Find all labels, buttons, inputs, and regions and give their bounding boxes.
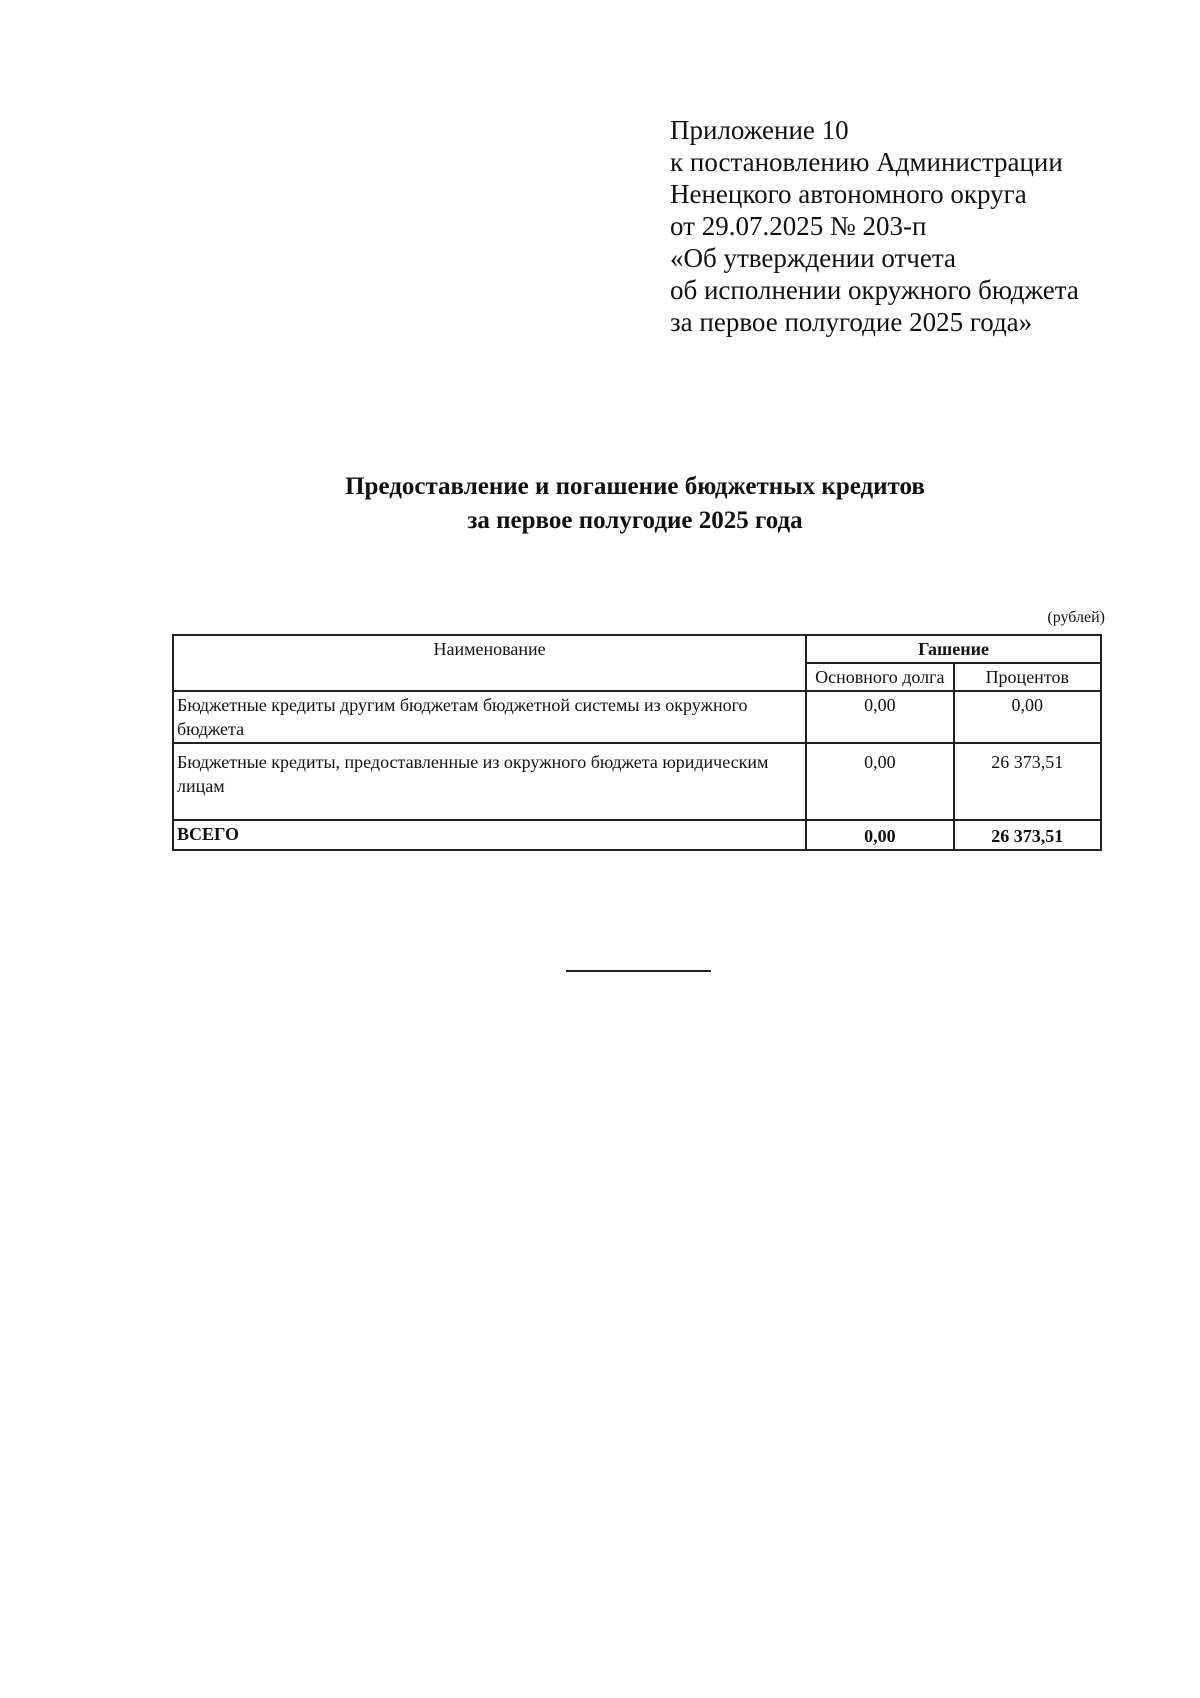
row-interest: 0,00 — [954, 691, 1101, 743]
row-name: Бюджетные кредиты другим бюджетам бюджетной системы из окружного бюджета — [173, 691, 806, 743]
header-interest: Процентов — [954, 663, 1101, 691]
credits-table — [172, 634, 1102, 851]
row-principal: 0,00 — [806, 691, 953, 743]
row-interest: 26 373,51 — [954, 743, 1101, 820]
document-title — [0, 470, 1200, 538]
total-principal: 0,00 — [806, 820, 953, 850]
appendix-line-4: от 29.07.2025 № 203-п — [670, 211, 927, 241]
title-line-2: за первое полугодие 2025 года — [467, 507, 803, 534]
header-group: Гашение — [806, 635, 1101, 663]
row-name: Бюджетные кредиты, предоставленные из окружного бюджета юридическим лицам — [173, 743, 806, 820]
title-line-1: Предоставление и погашение бюджетных кредитов — [345, 473, 925, 500]
header-name: Наименование — [173, 635, 806, 691]
total-interest: 26 373,51 — [954, 820, 1101, 850]
appendix-line-2: к постановлению Администрации — [670, 147, 1063, 177]
total-name: ВСЕГО — [173, 820, 806, 850]
appendix-line-6: об исполнении окружного бюджета — [670, 275, 1079, 305]
table-row — [173, 743, 1101, 820]
table-row — [173, 691, 1101, 743]
units-label: (рублей) — [1047, 609, 1105, 626]
appendix-line-7: за первое полугодие 2025 года» — [670, 307, 1033, 337]
appendix-block — [670, 114, 1079, 338]
header-row — [173, 635, 1101, 663]
total-row — [173, 820, 1101, 850]
appendix-line-1: Приложение 10 — [670, 115, 849, 145]
appendix-line-5: «Об утверждении отчета — [670, 243, 956, 273]
row-principal: 0,00 — [806, 743, 953, 820]
header-principal: Основного долга — [806, 663, 953, 691]
closing-divider — [566, 970, 711, 972]
appendix-line-3: Ненецкого автономного округа — [670, 179, 1027, 209]
